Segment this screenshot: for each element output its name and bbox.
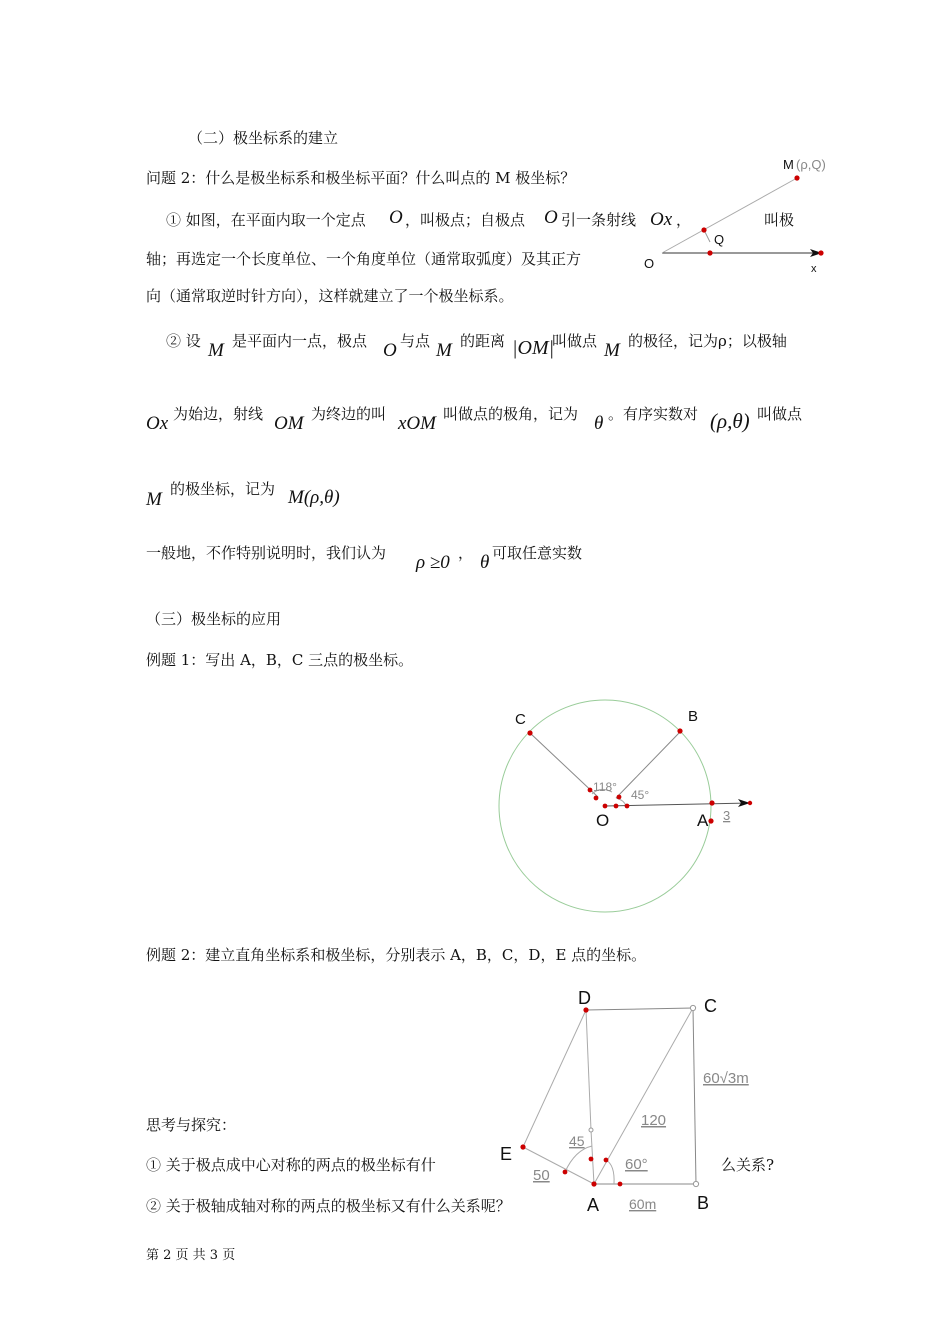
question-2: 问题 2：什么是极坐标系和极坐标平面？什么叫点的 M 极坐标？ xyxy=(146,169,576,187)
para1-text-d: ， xyxy=(676,211,692,229)
fig3-side-label: 60√3m xyxy=(703,1070,749,1087)
math-xOM: xOM xyxy=(398,413,436,434)
fig2-angle-45: 45° xyxy=(631,788,650,802)
para2-text-d: 的距离 xyxy=(460,332,506,350)
fig2-label-C: C xyxy=(515,711,526,728)
fig3-label-A: A xyxy=(587,1195,600,1215)
fig3-ae-label: 50 xyxy=(533,1167,550,1184)
fig2-label-O: O xyxy=(596,811,610,830)
think-item-2: ② 关于极轴成轴对称的两点的极坐标又有什么关系呢？ xyxy=(146,1197,511,1215)
para2-text-g: 为始边，射线 xyxy=(173,405,264,423)
para2-text-b: 是平面内一点，极点 xyxy=(232,332,368,350)
fig2-angle-118: 118° xyxy=(593,780,617,794)
fig3-label-B: B xyxy=(697,1193,710,1213)
para3-text-c: 可取任意实数 xyxy=(492,544,583,562)
math-Mpair: M(ρ,θ) xyxy=(288,487,340,508)
math-rho-ge-0: ρ ≥0 xyxy=(416,552,450,573)
fig3-label-D: D xyxy=(578,988,591,1008)
fig3-label-C: C xyxy=(704,996,717,1016)
para2-text-l: 的极坐标，记为 xyxy=(170,480,276,498)
fig1-label-rho: (ρ,Q) xyxy=(796,157,826,172)
fig2-label-B: B xyxy=(688,708,699,725)
section-title-2: （二）极坐标系的建立 xyxy=(188,129,339,147)
math-OM: OM xyxy=(274,413,304,434)
fig3-ab-label: 60m xyxy=(629,1196,657,1212)
math-Ox: Ox xyxy=(146,413,169,434)
fig3-diag-label: 120 xyxy=(641,1112,667,1129)
section-title-3: （三）极坐标的应用 xyxy=(146,610,282,628)
example-1: 例题 1：写出 A，B，C 三点的极坐标。 xyxy=(146,651,414,669)
math-abs-OM: |OM| xyxy=(512,337,555,359)
math-pair: (ρ,θ) xyxy=(710,409,750,433)
fig1-label-x: x xyxy=(811,263,817,275)
math-O: O xyxy=(383,340,397,361)
think-item-1b: 么关系? xyxy=(721,1156,775,1174)
para1-line2: 轴；再选定一个长度单位、一个角度单位（通常取弧度）及其正方 xyxy=(146,250,582,268)
para2-text-i: 叫做点的极角，记为 xyxy=(443,405,579,423)
para1-text-e: 叫极 xyxy=(764,211,795,229)
fig3-angle-60: 60° xyxy=(625,1156,648,1173)
para1-text-a: ① 如图，在平面内取一个定点 xyxy=(166,211,366,229)
fig2-label-A: A xyxy=(697,811,709,830)
math-M: M xyxy=(604,340,620,361)
fig1-label-Q: Q xyxy=(714,232,725,247)
para2-text-f: 的极径，记为ρ；以极轴 xyxy=(628,332,787,350)
page-footer: 第 2 页 共 3 页 xyxy=(146,1248,236,1263)
para3-text-b: ， xyxy=(458,544,474,562)
math-M: M xyxy=(436,340,452,361)
example-2: 例题 2：建立直角坐标系和极坐标，分别表示 A，B，C，D，E 点的坐标。 xyxy=(146,946,647,964)
math-O: O xyxy=(389,207,403,228)
para1-text-b: ，叫极点；自极点 xyxy=(405,211,526,229)
para2-text-h: 为终边的叫 xyxy=(311,405,387,423)
para2-text-j: 。有序实数对 xyxy=(608,405,699,423)
para2-text-a: ② 设 xyxy=(166,332,201,350)
math-M: M xyxy=(146,489,162,510)
para2-text-k: 叫做点 xyxy=(757,405,803,423)
para1-line3: 向（通常取逆时针方向），这样就建立了一个极坐标系。 xyxy=(146,287,514,305)
think-item-1a: ① 关于极点成中心对称的两点的极坐标有什 xyxy=(146,1156,436,1174)
para2-text-c: 与点 xyxy=(400,332,431,350)
fig1-label-M: M xyxy=(783,157,794,172)
fig3-label-E: E xyxy=(500,1144,513,1164)
math-M: M xyxy=(208,340,224,361)
para1-text-c: 引一条射线 xyxy=(561,211,637,229)
math-theta: θ xyxy=(594,413,604,434)
math-O: O xyxy=(544,207,558,228)
math-theta: θ xyxy=(480,552,490,573)
para3-text-a: 一般地，不作特别说明时，我们认为 xyxy=(146,544,387,562)
fig1-label-O: O xyxy=(644,256,655,271)
para2-text-e: 叫做点 xyxy=(552,332,598,350)
fig2-radius-3: 3 xyxy=(723,808,731,823)
fig3-angle-45: 45 xyxy=(569,1133,585,1149)
think-title: 思考与探究： xyxy=(146,1116,237,1134)
math-Ox: Ox xyxy=(650,209,673,230)
